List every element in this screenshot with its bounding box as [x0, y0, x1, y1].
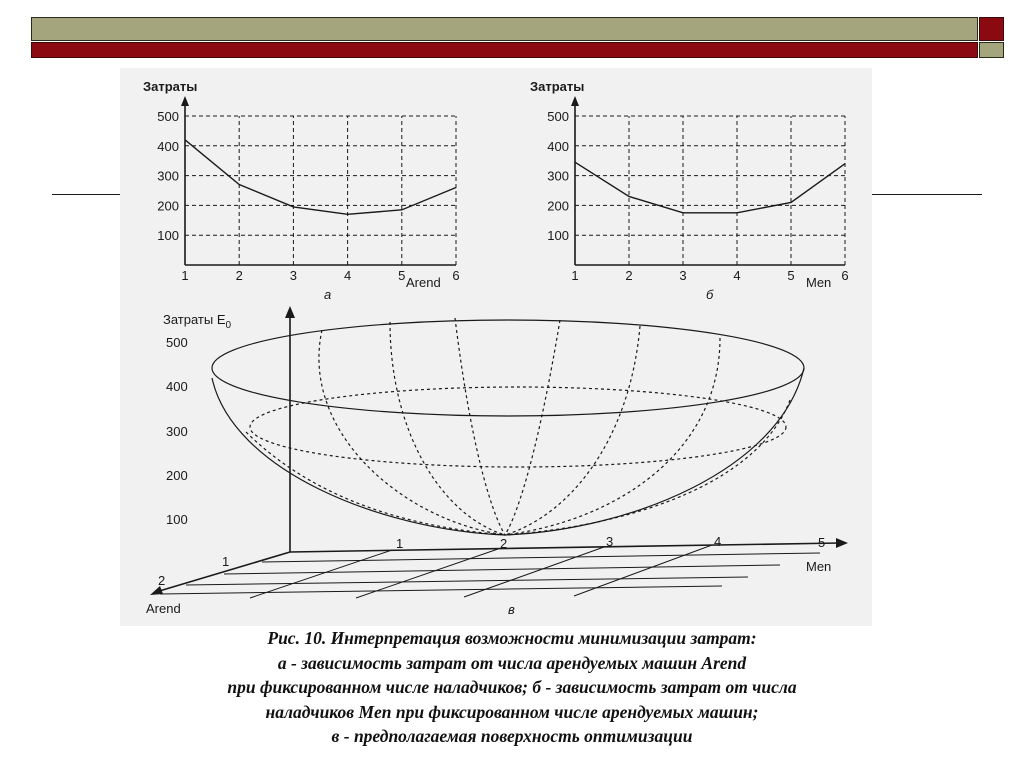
- floor-diag-4: [574, 545, 712, 596]
- chart-a-xlabel: Arend: [406, 275, 441, 290]
- chart-a-y-arrow: [181, 96, 189, 106]
- floor-line-2: [224, 565, 780, 574]
- chart-c-surface: [146, 306, 848, 617]
- chart-b-x-tick-6: 6: [841, 268, 849, 283]
- surface-floor-grid: [160, 545, 820, 598]
- chart-b-y-arrow: [571, 96, 579, 106]
- chart-b-y-tick-500: 500: [547, 109, 569, 124]
- floor-diag-3: [464, 547, 604, 597]
- surface-men-tick-1: 1: [396, 536, 404, 551]
- bowl-meridian-2: [319, 330, 505, 535]
- chart-b-x-tick-3: 3: [679, 268, 687, 283]
- caption-line-1: Рис. 10. Интерпретация возможности минимизации затрат:: [267, 628, 757, 648]
- surface-zlabel: [163, 312, 232, 331]
- caption-line-4: наладчиков Men при фиксированном числе арендуемых машин;: [265, 701, 759, 722]
- bowl-mid-contour: [250, 387, 786, 467]
- chart-a-x-tick-3: 3: [289, 268, 298, 283]
- chart-b-panel-label: б: [706, 287, 714, 302]
- bowl-meridian-5: [505, 320, 560, 535]
- surface-z-tick-300: 300: [166, 424, 188, 439]
- floor-line-4: [160, 586, 722, 594]
- chart-b-xlabel: Men: [806, 275, 832, 290]
- chart-b-y-tick-200: 200: [547, 198, 569, 214]
- caption-line-5: в - предполагаемая поверхность оптимизации: [331, 726, 693, 746]
- caption-line-2: а - зависимость затрат от числа арендуемых машин Arend: [277, 652, 747, 673]
- chart-a-y-tick-100: 100: [157, 228, 179, 244]
- surface-men-tick-4: 4: [714, 534, 722, 549]
- surface-men-tick-5: 5: [818, 535, 826, 550]
- surface-z-tick-400: 400: [166, 379, 188, 394]
- chart-a-ylabel: Затраты: [143, 79, 198, 94]
- chart-b-y-tick-300: 300: [547, 168, 569, 184]
- chart-a-panel-label: а: [324, 287, 332, 302]
- surface-men-axis: [290, 543, 840, 552]
- chart-b-x-tick-4: 4: [733, 268, 741, 283]
- bowl-meridian-6: [505, 326, 640, 535]
- bowl-meridian-7: [505, 338, 720, 535]
- figure-caption: [120, 626, 904, 749]
- chart-a-x-tick-1: 1: [181, 268, 189, 283]
- chart-a-y-tick-500: 500: [157, 109, 179, 124]
- chart-a-x-tick-2: 2: [235, 268, 243, 283]
- bowl-top-rim: [212, 320, 804, 416]
- chart-a-x-tick-5: 5: [398, 268, 406, 283]
- chart-a-x-tick-6: 6: [452, 268, 460, 283]
- chart-a-y-tick-400: 400: [157, 138, 179, 154]
- bowl-meridian-1: [246, 432, 505, 535]
- chart-b: [530, 79, 849, 302]
- surface-z-tick-200: 200: [166, 468, 188, 483]
- chart-b-x-tick-5: 5: [787, 268, 795, 283]
- surface-z-tick-100: 100: [166, 512, 188, 527]
- surface-men-tick-2: 2: [500, 536, 508, 551]
- chart-a-series-line: [185, 140, 456, 215]
- chart-a-x-tick-4: 4: [343, 268, 352, 283]
- surface-bowl: [212, 318, 804, 535]
- surface-z-arrow: [285, 306, 295, 318]
- bowl-meridian-8: [505, 400, 790, 535]
- chart-a-y-tick-300: 300: [157, 168, 179, 184]
- chart-a-grid: [185, 116, 456, 265]
- bowl-meridian-3: [390, 322, 505, 535]
- surface-men-arrow: [836, 538, 848, 548]
- chart-b-x-tick-1: 1: [571, 268, 579, 283]
- surface-panel-label: в: [508, 602, 515, 617]
- bowl-outer-profile: [212, 368, 804, 535]
- surface-men-tick-3: 3: [606, 534, 614, 549]
- chart-b-grid: [575, 116, 845, 265]
- floor-line-1: [262, 553, 820, 562]
- caption-line-3: при фиксированном числе наладчиков; б - зависимость затрат от числа: [227, 677, 797, 697]
- surface-zlabel-text: Затраты E: [163, 312, 226, 327]
- bowl-meridian-4: [455, 318, 505, 535]
- chart-a: [143, 79, 460, 302]
- chart-b-y-tick-400: 400: [547, 138, 569, 154]
- surface-zlabel-subscript: 0: [225, 320, 232, 331]
- surface-arend-label: Arend: [146, 601, 181, 616]
- surface-z-tick-500: 500: [166, 335, 188, 350]
- floor-line-3: [186, 577, 748, 585]
- chart-b-x-tick-2: 2: [625, 268, 633, 283]
- chart-b-ylabel: Затраты: [530, 79, 585, 94]
- surface-men-label: Men: [806, 559, 832, 574]
- chart-a-y-tick-200: 200: [157, 198, 179, 214]
- chart-b-y-tick-100: 100: [547, 228, 569, 244]
- surface-arend-tick-1: 1: [222, 554, 230, 569]
- surface-arend-tick-2: 2: [158, 573, 166, 588]
